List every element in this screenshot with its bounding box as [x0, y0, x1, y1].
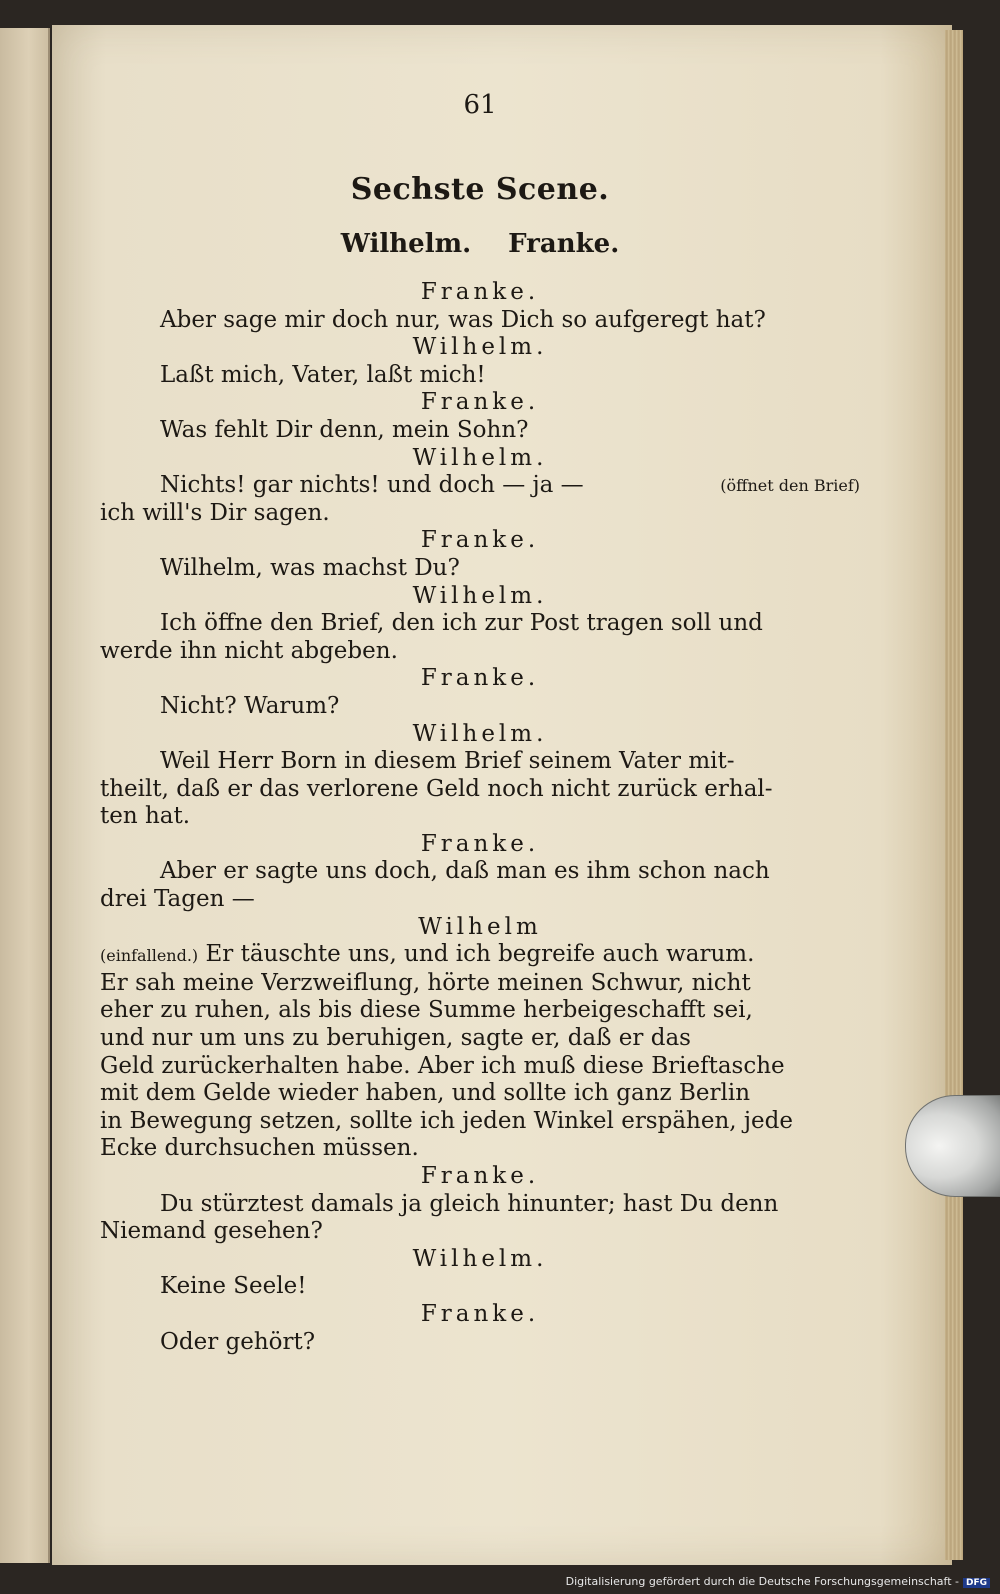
dialogue-line: Aber er sagte uns doch, daß man es ihm schon nach: [160, 858, 770, 885]
dialogue-line: theilt, daß er das verlorene Geld noch nicht zurück erhal-: [100, 775, 773, 802]
speaker-name: Franke.: [420, 665, 540, 692]
speaker-name: Franke.: [420, 1163, 540, 1189]
dialogue-line: mit dem Gelde wieder haben, und sollte ich ganz Berlin: [100, 1080, 751, 1107]
dialogue-line: werde ihn nicht abgeben.: [100, 637, 398, 664]
scene-characters: Wilhelm. Franke.: [340, 229, 620, 259]
speaker-name: Franke.: [420, 1300, 540, 1327]
dialogue-line: Nicht? Warum?: [160, 692, 340, 719]
speaker-name: Wilhelm.: [412, 444, 548, 471]
page-clip: [905, 1095, 1000, 1197]
dialogue-line: Aber sage mir doch nur, was Dich so aufgeregt hat?: [160, 306, 766, 333]
dialogue-line: [100, 941, 860, 970]
stage-direction: (einfallend.): [100, 946, 199, 966]
dialogue-line: [100, 472, 860, 500]
dialogue-line: Wilhelm, was machst Du?: [160, 554, 460, 581]
dialogue-line: in Bewegung setzen, sollte ich jeden Winkel erspähen, jede: [100, 1107, 793, 1134]
dialogue-line: Er sah meine Verzweiflung, hörte meinen Schwur, nicht: [100, 969, 751, 996]
dialogue-line: eher zu ruhen, als bis diese Summe herbeigeschafft sei,: [100, 997, 753, 1024]
facing-page-edge: [0, 28, 50, 1563]
speaker-name: Wilhelm.: [412, 334, 548, 361]
dialogue-line: Laßt mich, Vater, laßt mich!: [160, 361, 486, 388]
page-text: [100, 90, 860, 1356]
dialogue-line: Keine Seele!: [160, 1273, 307, 1300]
speaker-name: Wilhelm: [418, 913, 542, 940]
dialogue-line: Niemand gesehen?: [100, 1218, 323, 1245]
dialogue-line: ich will's Dir sagen.: [100, 499, 330, 526]
dialogue-text: Er täuschte uns, und ich begreife auch warum.: [205, 941, 755, 968]
page-number: 61: [463, 90, 497, 120]
dialogue-line: Ich öffne den Brief, den ich zur Post tragen soll und: [160, 610, 763, 637]
speaker-name: Wilhelm.: [412, 582, 548, 609]
speaker-name: Franke.: [420, 830, 540, 857]
speaker-name: Wilhelm.: [412, 1245, 548, 1272]
speaker-name: Franke.: [420, 279, 540, 305]
dialogue-line: Geld zurückerhalten habe. Aber ich muß diese Brieftasche: [100, 1052, 785, 1079]
dialogue-line: drei Tagen —: [100, 886, 255, 913]
speaker-name: Franke.: [420, 527, 540, 554]
dialogue-line: Oder gehört?: [160, 1328, 316, 1355]
page-stack-edge: [945, 30, 963, 1560]
dialogue-text: Nichts! gar nichts! und doch — ja —: [160, 472, 584, 499]
dialogue-line: Was fehlt Dir denn, mein Sohn?: [160, 416, 529, 443]
dialogue-line: Ecke durchsuchen müssen.: [100, 1135, 419, 1162]
dialogue-line: Weil Herr Born in diesem Brief seinem Vater mit-: [160, 748, 735, 775]
footer-text: Digitalisierung gefördert durch die Deutsche Forschungsgemeinschaft -: [565, 1575, 959, 1588]
dialogue-line: und nur um uns zu beruhigen, sagte er, daß er das: [100, 1025, 691, 1052]
digitization-footer: [566, 1575, 990, 1588]
speaker-name: Wilhelm.: [412, 720, 548, 747]
dialogue-line: ten hat.: [100, 803, 191, 830]
scene-title: Sechste Scene.: [350, 172, 610, 207]
speaker-name: Franke.: [420, 389, 540, 416]
stage-direction: (öffnet den Brief): [720, 476, 860, 496]
dialogue-line: Du stürztest damals ja gleich hinunter; hast Du denn: [160, 1190, 779, 1217]
dialogue: [100, 279, 860, 1356]
dfg-logo: DFG: [963, 1578, 990, 1588]
